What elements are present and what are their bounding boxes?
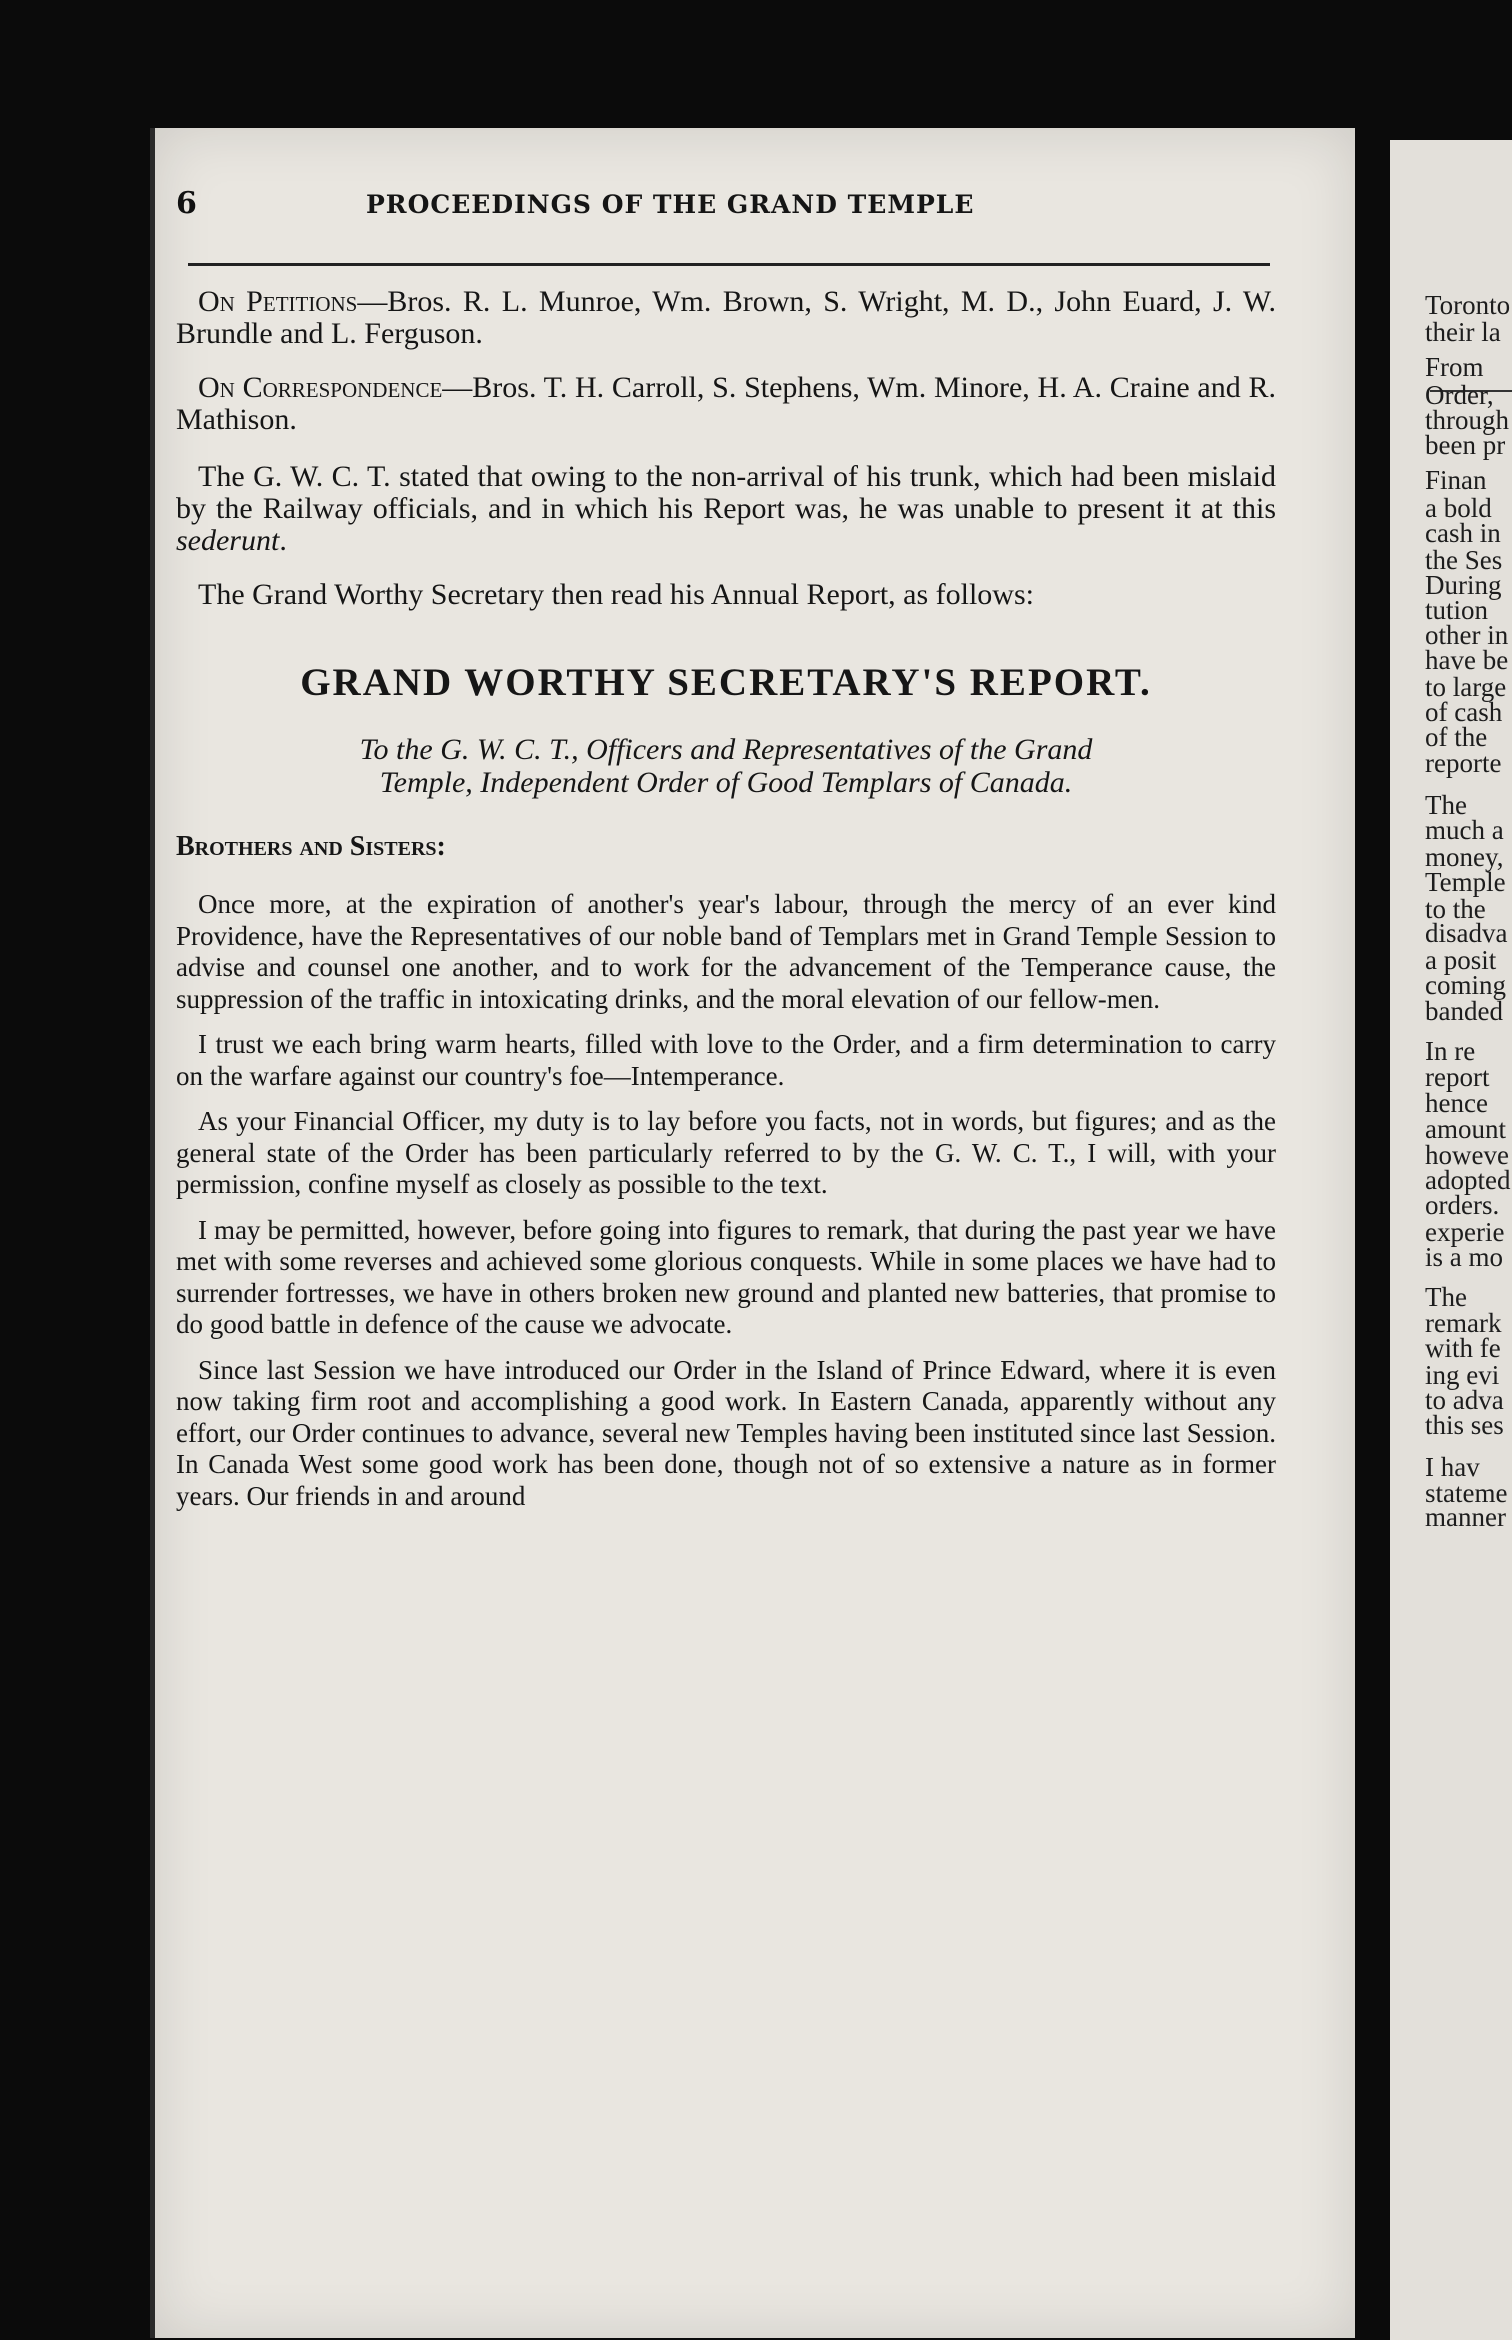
facing-page-fragment: The	[1425, 790, 1467, 820]
report-address: To the G. W. C. T., Officers and Representatives of the Grand Temple, Independent Order of Good Templars of Canada.	[359, 733, 1093, 799]
report-paragraph: Once more, at the expiration of another's year's labour, through the mercy of an ever kind Providence, have the Representatives of our noble band of Templars met in Grand Temple Session to advise and counsel one another, and to work for the advancement of the Temperance cause, the suppression of the traffic in intoxicating drinks, and the moral elevation of our fellow-men.	[176, 889, 1276, 1014]
facing-page-fragment: disadva	[1425, 918, 1508, 948]
running-head	[176, 186, 1276, 226]
facing-page-fragment: this ses	[1425, 1410, 1504, 1440]
facing-page-fragment: Temple	[1425, 867, 1506, 897]
salutation: Brothers and Sisters:	[176, 831, 446, 862]
facing-page-fragment: to the	[1425, 894, 1486, 924]
facing-page-fragment: adopted	[1425, 1165, 1511, 1195]
facing-page-fragment: other in	[1425, 620, 1509, 650]
facing-page-fragment: much a	[1425, 815, 1504, 845]
committee-petitions: On Petitions—Bros. R. L. Munroe, Wm. Brown, S. Wright, M. D., John Euard, J. W. Brundle and L. Ferguson.	[176, 285, 1276, 350]
facing-page-fragment: In re	[1425, 1036, 1476, 1066]
facing-page-fragment: of the	[1425, 722, 1488, 752]
facing-page-fragment: Finan	[1425, 465, 1487, 495]
head-rule	[188, 263, 1270, 266]
facing-page-fragment: Toronto	[1425, 290, 1511, 320]
facing-page-fragment: the Ses	[1425, 545, 1503, 575]
facing-page-fragment: ing evi	[1425, 1360, 1500, 1390]
facing-page-fragment: report	[1425, 1062, 1490, 1092]
facing-page-fragment: amount	[1425, 1114, 1506, 1144]
facing-page-fragment: to large	[1425, 672, 1507, 702]
facing-page-fragment: orders.	[1425, 1190, 1500, 1220]
facing-page-fragment: experie	[1425, 1217, 1505, 1247]
running-title: PROCEEDINGS OF THE GRAND TEMPLE	[366, 190, 975, 219]
facing-page-fragment: Order,	[1425, 380, 1494, 410]
page-number: 6	[176, 186, 197, 221]
committee-correspondence: On Correspondence—Bros. T. H. Carroll, S. Stephens, Wm. Minore, H. A. Craine and R. Mathison.	[176, 371, 1276, 436]
facing-page-fragment: stateme	[1425, 1478, 1508, 1508]
facing-page-fragment: From	[1425, 352, 1484, 382]
facing-page-fragment: howeve	[1425, 1140, 1509, 1170]
facing-page-fragment: their la	[1425, 317, 1501, 347]
facing-page-fragment: with fe	[1425, 1333, 1501, 1363]
report-paragraph: As your Financial Officer, my duty is to lay before you facts, not in words, but figures; and as the general state of the Order has been particularly referred to by the G. W. C. T., I will, with your permission, confine myself as closely as possible to the text.	[176, 1106, 1276, 1199]
gwct-statement: The G. W. C. T. stated that owing to the non-arrival of his trunk, which had been mislaid by the Railway officials, and in which his Report was, he was unable to present it at this sederunt.	[176, 460, 1276, 557]
facing-page-fragment: through	[1425, 405, 1509, 435]
facing-page-edge	[1390, 140, 1512, 2340]
facing-page-fragment: banded	[1425, 996, 1503, 1026]
secretary-statement: The Grand Worthy Secretary then read his Annual Report, as follows:	[198, 578, 1034, 611]
facing-page-fragment: reporte	[1425, 748, 1502, 778]
facing-page-fragment: I hav	[1425, 1452, 1480, 1482]
report-paragraph: I trust we each bring warm hearts, filled with love to the Order, and a firm determination to carry on the warfare against our country's foe—Intemperance.	[176, 1029, 1276, 1091]
facing-page-fragment: to adva	[1425, 1385, 1504, 1415]
report-paragraph: Since last Session we have introduced our Order in the Island of Prince Edward, where it is even now taking firm root and accomplishing a good work. In Eastern Canada, apparently without any effort, our Order continues to advance, several new Temples having been instituted since last Session. In Canada West some good work has been done, though not of so extensive a nature as in former years. Our friends in and around	[176, 1354, 1276, 1511]
report-title: GRAND WORTHY SECRETARY'S REPORT.	[300, 661, 1152, 704]
facing-page-fragment: The	[1425, 1282, 1467, 1312]
facing-page-fragment: of cash	[1425, 697, 1503, 727]
facing-page-fragment: cash in	[1425, 518, 1501, 548]
facing-page-fragment: a bold	[1425, 493, 1492, 523]
page-body	[176, 272, 1276, 1512]
facing-page-fragment: manner	[1425, 1502, 1506, 1532]
facing-page-fragment: been pr	[1425, 430, 1506, 460]
facing-page-fragment: remark	[1425, 1308, 1502, 1338]
report-paragraph: I may be permitted, however, before going into figures to remark, that during the past year we have met with some reverses and achieved some glorious conquests. While in some places we have had to surrender fortresses, we have in others broken new ground and planted new batteries, that promise to do good battle in defence of the cause we advocate.	[176, 1214, 1276, 1339]
facing-page-fragment: hence	[1425, 1088, 1488, 1118]
facing-page-fragment: During	[1425, 570, 1502, 600]
facing-page-fragment: is a mo	[1425, 1242, 1503, 1272]
facing-page-fragment: coming	[1425, 970, 1506, 1000]
facing-page-fragment: a posit	[1425, 945, 1497, 975]
facing-page-fragment: tution	[1425, 595, 1489, 625]
facing-page-fragment: money,	[1425, 842, 1504, 872]
facing-page-fragment: have be	[1425, 645, 1509, 675]
